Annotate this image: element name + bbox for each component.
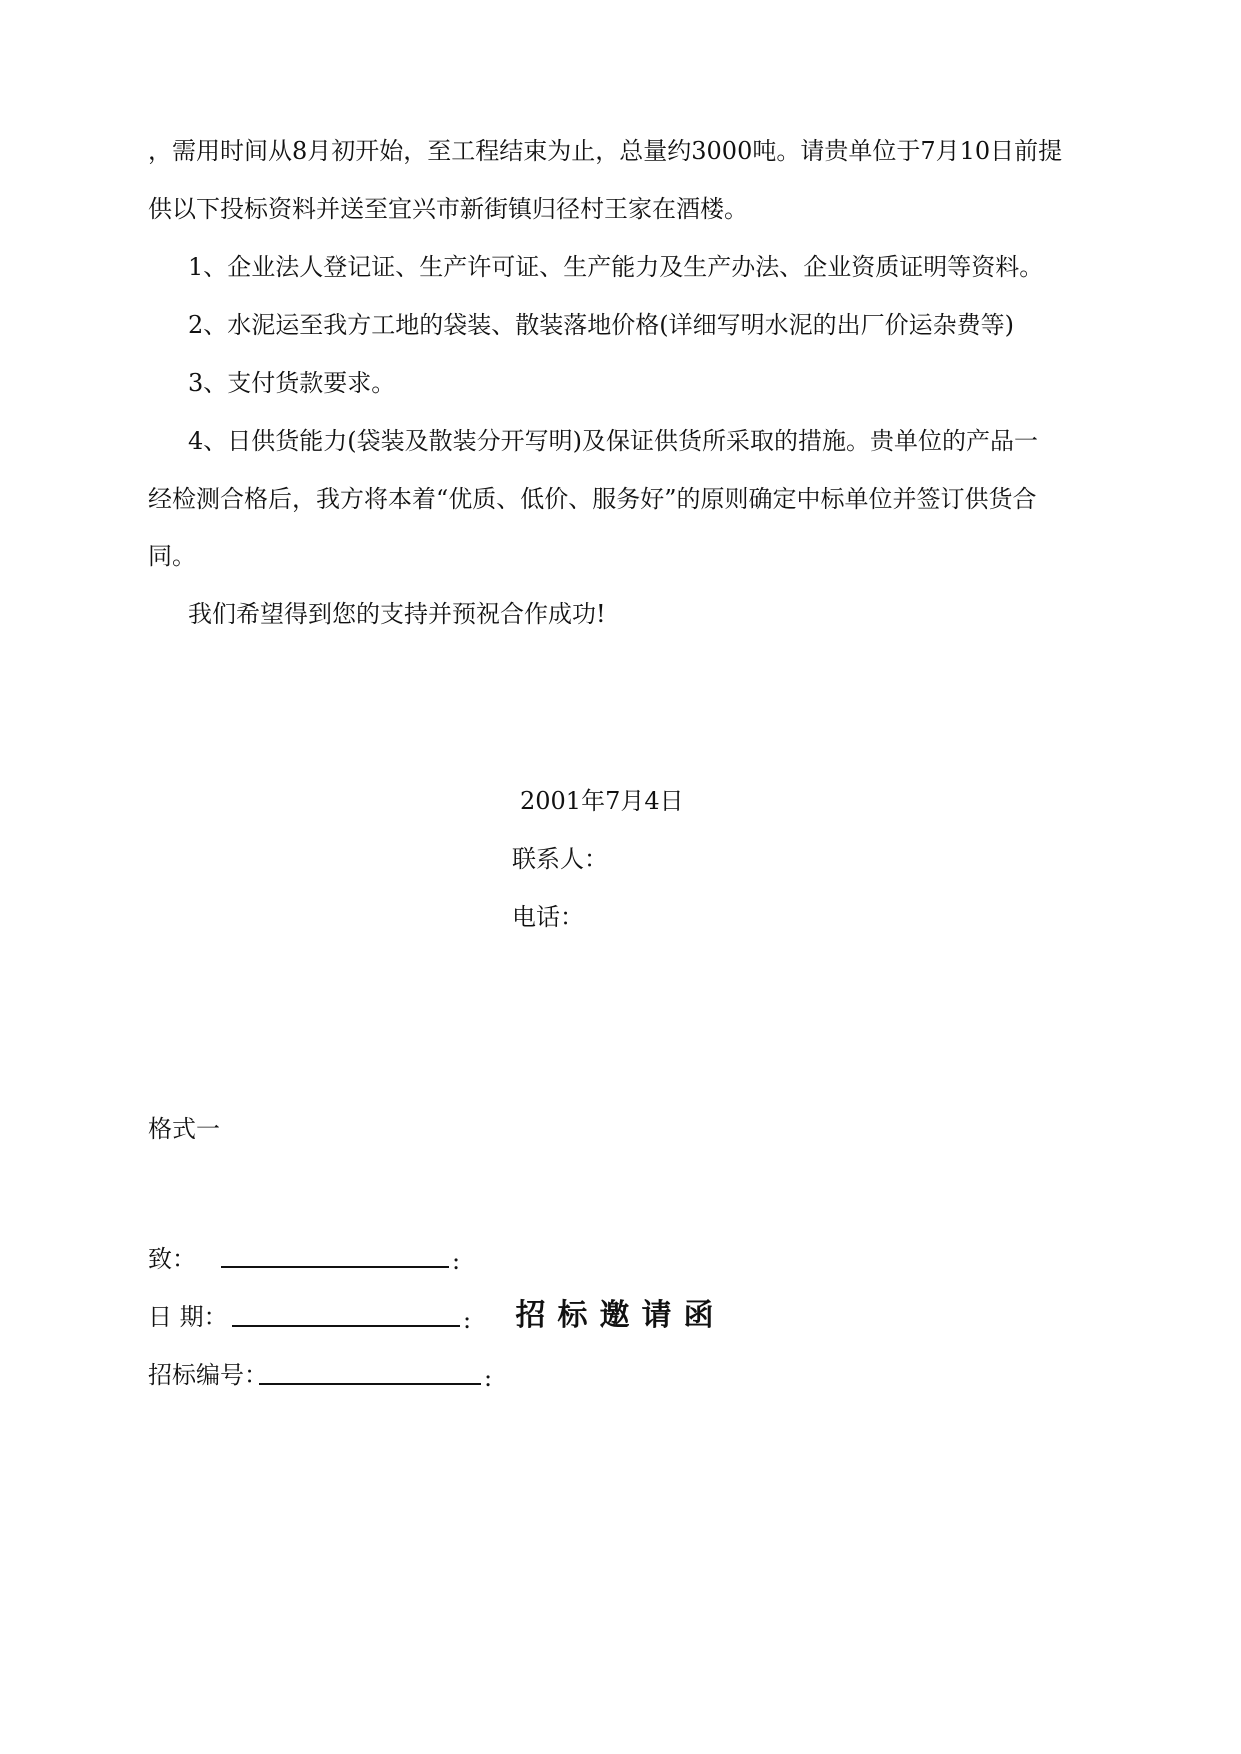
to-blank-line xyxy=(221,1266,449,1268)
bid-number-blank-line xyxy=(259,1383,481,1385)
document-title: 招标邀请函 xyxy=(515,1298,726,1333)
paragraph-line: 经检测合格后，我方将本着“优质、低价、服务好”的原则确定中标单位并签订供货合 xyxy=(148,485,1037,513)
list-item: 1、企业法人登记证、生产许可证、生产能力及生产办法、企业资质证明等资料。 xyxy=(188,253,1044,281)
paragraph-line: 供以下投标资料并送至宜兴市新街镇归径村王家在酒楼。 xyxy=(148,195,748,223)
list-item: 2、水泥运至我方工地的袋装、散装落地价格(详细写明水泥的出厂价运杂费等) xyxy=(188,311,1014,339)
list-item: 4、日供货能力(袋装及散装分开写明)及保证供货所采取的措施。贵单位的产品一 xyxy=(188,427,1038,455)
to-colon: : xyxy=(452,1247,461,1275)
date-colon: : xyxy=(463,1306,472,1334)
contact-label: 联系人： xyxy=(512,845,608,873)
bid-number-label: 招标编号： xyxy=(148,1361,268,1389)
phone-label: 电话： xyxy=(512,903,584,931)
date-label: 日 期： xyxy=(148,1303,228,1331)
to-label: 致： xyxy=(148,1245,196,1273)
format-label: 格式一 xyxy=(148,1115,220,1143)
paragraph-line: ，需用时间从8月初开始，至工程结束为止，总量约3000吨。请贵单位于7月10日前提 xyxy=(148,137,1063,165)
signature-date: 2001年7月4日 xyxy=(520,787,684,815)
bid-number-colon: : xyxy=(484,1364,493,1392)
list-item: 3、支付货款要求。 xyxy=(188,369,396,397)
closing-text: 我们希望得到您的支持并预祝合作成功! xyxy=(188,600,606,628)
date-blank-line xyxy=(232,1325,460,1327)
paragraph-line: 同。 xyxy=(148,542,196,570)
